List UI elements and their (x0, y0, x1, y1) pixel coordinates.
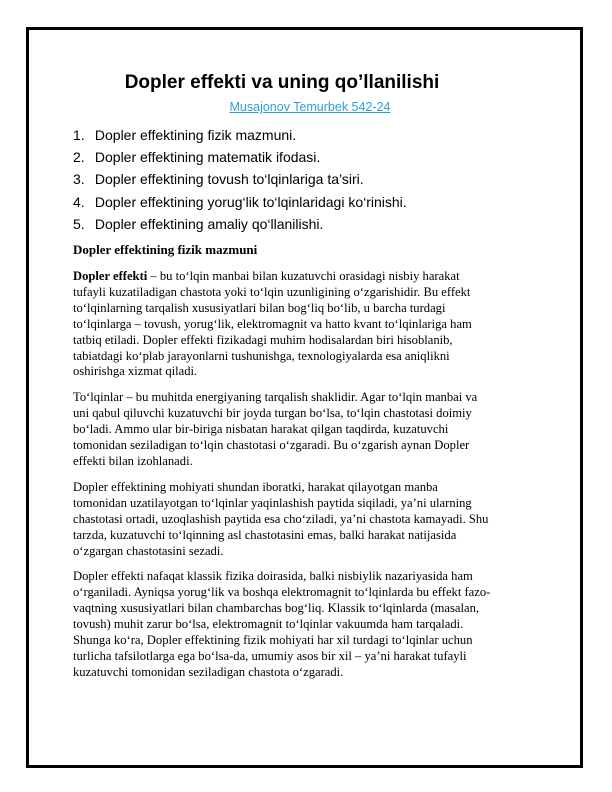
author-link[interactable]: Musajonov Temurbek 542-24 (229, 100, 391, 114)
paragraph-2: To‘lqinlar – bu muhitda energiyaning tarqalish shaklidir. Agar to‘lqin manbai va uni qabul qiluvchi kuzatuvchi bir joyda turgan bo‘lsa, to‘lqin chastotasi doimiy bo‘ladi. Ammo ular bir-biriga nisbatan harakat qilgan taqdirda, kuzatuvchi tomonidan seziladigan to‘lqin chastotasi o‘zgaradi. Bu o‘zgarish aynan Dopler effekti bilan izohlanadi. (73, 390, 478, 468)
toc-item: 2. Dopler effektining matematik ifodasi. (73, 149, 321, 166)
term-bold: Dopler effekti (73, 269, 148, 283)
toc-item: 4. Dopler effektining yorug‘lik to‘lqinlaridagi ko‘rinishi. (73, 193, 407, 210)
section-heading: Dopler effektining fizik mazmuni (73, 242, 258, 257)
paragraph-3: Dopler effektining mohiyati shundan iboratki, harakat qilayotgan manba tomonidan uzatilayotgan to‘lqinlar yaqinlashish paytida siqiladi, ya’ni ularning chastotasi ortadi, uzoqlashish paytida esa cho‘ziladi, ya’ni chastota kamayadi. Shu tarzda, kuzatuvchi to‘lqinning asl chastotasini emas, balki harakat natijasida o‘zgargan chastotasini sezadi. (73, 479, 489, 558)
document-body (73, 242, 548, 691)
paragraph-4: Dopler effekti nafaqat klassik fizika doirasida, balki nisbiylik nazariyasida ham o‘rganiladi. Ayniqsa yorug‘lik va boshqa elektromagnit to‘lqinlarda bu effekt fazo- vaqtning xususiyatlari bilan chambarchas bog‘liq. Klassik to‘lqinlarda (masalan, tovush) muhit zarur bo‘lsa, elektromagnit to‘lqinlar vakuumda ham tarqaladi. Shunga ko‘ra, Dopler effektining fizik mohiyati har xil turdagi to‘lqinlar uchun turlicha tafsilotlarga ega bo‘lsa-da, umumiy asos bir xil – ya’ni harakat tufayli kuzatuvchi tomonidan seziladigan chastota o‘zgaradi. (73, 569, 491, 679)
toc-item: 3. Dopler effektining tovush to‘lqinlariga ta’siri. (73, 171, 364, 188)
paragraph-1: Dopler effekti – bu to‘lqin manbai bilan kuzatuvchi orasidagi nisbiy harakat tufayli kuzatiladigan chastota yoki to‘lqin uzunligining o‘zgarishidir. Bu effekt to‘lqinlarning tarqalish xususiyatlari bilan bog‘liq bo‘lib, u barcha turdagi to‘lqinlarga – tovush, yorug‘lik, elektromagnit va hatto kvant to‘lqinlariga ham tatbiq etiladi. Dopler effekti fizikadagi muhim hodisalardan biri hisoblanib, tabiatdagi ko‘plab jarayonlarni tushunishga, texnologiyalarda esa aniqlikni oshirishga xizmat qiladi. (73, 269, 472, 379)
document-title: Dopler effekti va uning qo’llanilishi (124, 72, 440, 93)
toc-item: 1. Dopler effektining fizik mazmuni. (73, 127, 297, 143)
toc-item: 5. Dopler effektining amaliy qo‘llanilishi. (73, 215, 324, 232)
table-of-contents (73, 124, 407, 235)
